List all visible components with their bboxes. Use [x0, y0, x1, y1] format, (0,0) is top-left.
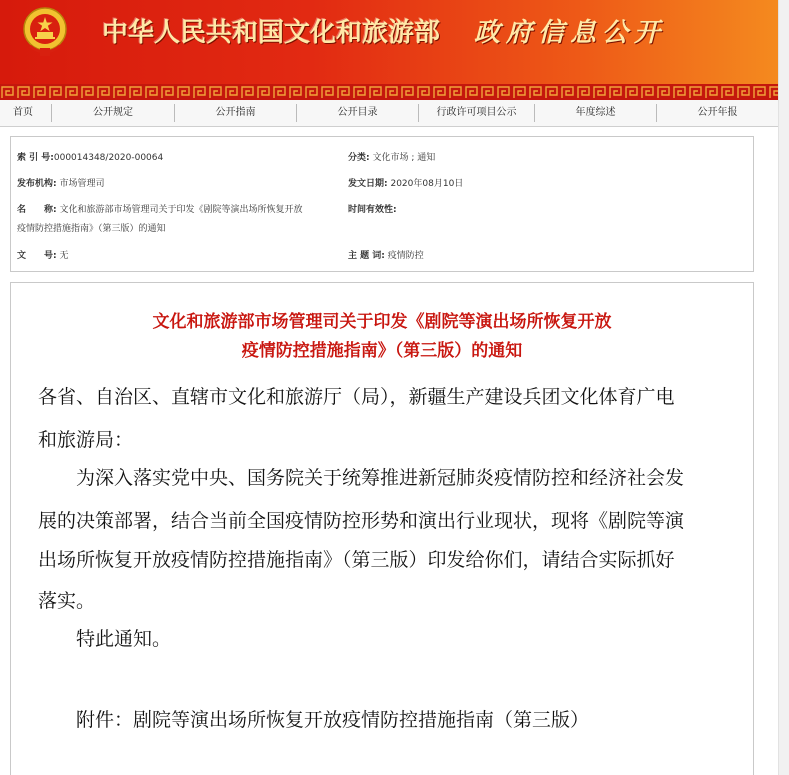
- article-line: 出场所恢复开放疫情防控措施指南》（第三版）印发给你们，请结合实际抓好: [38, 549, 675, 571]
- nav-annual-report[interactable]: 公开年报: [697, 107, 738, 118]
- meta-date-value: 2020年08月10日: [390, 179, 464, 189]
- article-line: 落实。: [38, 590, 96, 612]
- vertical-scrollbar[interactable]: [778, 0, 789, 775]
- national-emblem-icon: [22, 6, 68, 58]
- nav-annual-summary[interactable]: 年度综述: [575, 107, 616, 118]
- meta-date-label: 发文日期:: [348, 179, 388, 189]
- meta-doc-no-label: 文 号:: [17, 251, 57, 261]
- nav-disclosure-catalog[interactable]: 公开目录: [337, 107, 378, 118]
- nav-disclosure-guide[interactable]: 公开指南: [215, 107, 256, 118]
- meta-name-value-line1: 文化和旅游部市场管理司关于印发《剧院等演出场所恢复开放: [59, 205, 303, 215]
- article-line: 为深入落实党中央、国务院关于统筹推进新冠肺炎疫情防控和经济社会发: [38, 467, 685, 489]
- meta-validity: [348, 202, 397, 215]
- meta-index-no-value: 000014348/2020-00064: [53, 153, 164, 163]
- article-line: 特此通知。: [38, 628, 172, 650]
- attachment-line: 附件：剧院等演出场所恢复开放疫情防控措施指南（第三版）: [38, 709, 590, 731]
- meta-validity-label: 时间有效性:: [348, 205, 397, 215]
- nav-license-items[interactable]: 行政许可项目公示: [436, 107, 517, 118]
- site-name: 政府信息公开: [474, 18, 667, 48]
- article-title-line1: 文化和旅游部市场管理司关于印发《剧院等演出场所恢复开放: [152, 312, 612, 332]
- meta-index-no-label: 索 引 号:: [17, 153, 54, 163]
- article-line: 展的决策部署，结合当前全国疫情防控形势和演出行业现状，现将《剧院等演: [38, 510, 685, 532]
- nav-home[interactable]: 首页: [13, 107, 33, 118]
- decorative-meander-border: [0, 84, 778, 100]
- ministry-name: 中华人民共和国文化和旅游部: [102, 18, 441, 48]
- meta-doc-no-value: 无: [59, 251, 69, 261]
- meta-publisher: [17, 176, 105, 189]
- article-line: 和旅游局：: [38, 429, 134, 451]
- meta-keywords-value: 疫情防控: [387, 251, 424, 261]
- meta-category-value: 文化市场 ; 通知: [372, 153, 436, 163]
- site-banner: [0, 0, 778, 84]
- meta-keywords: [348, 248, 424, 261]
- meta-category: [348, 150, 435, 163]
- meta-name-line2: 疫情防控措施指南》（第三版）的通知: [17, 224, 166, 234]
- meta-name-label: 名 称:: [17, 205, 57, 215]
- meta-name: [17, 202, 303, 215]
- meta-publisher-label: 发布机构:: [17, 179, 57, 189]
- meta-keywords-label: 主 题 词:: [348, 251, 385, 261]
- article-line: 各省、自治区、直辖市文化和旅游厅（局），新疆生产建设兵团文化体育广电: [38, 386, 675, 408]
- nav-disclosure-rules[interactable]: 公开规定: [93, 107, 133, 118]
- meta-date: [348, 176, 463, 189]
- meta-doc-no: [17, 248, 69, 261]
- meta-category-label: 分类:: [348, 153, 370, 163]
- article-title-line2: 疫情防控措施指南》（第三版）的通知: [241, 341, 523, 361]
- main-nav: [0, 100, 778, 127]
- meta-publisher-value: 市场管理司: [59, 179, 105, 189]
- meta-index-no: [17, 150, 163, 163]
